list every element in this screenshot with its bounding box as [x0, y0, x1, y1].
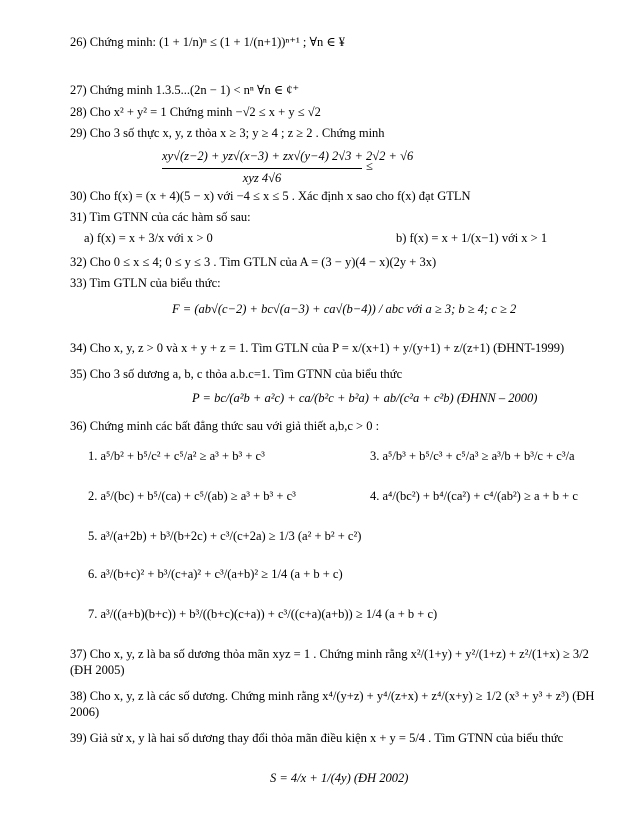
- formula-39: S = 4/x + 1/(4y) (ĐH 2002): [270, 771, 409, 785]
- problem-31: 31) Tìm GTNN của các hàm số sau:: [70, 210, 251, 224]
- problem-34: 34) Cho x, y, z > 0 và x + y + z = 1. Tìm GTLN của P = x/(x+1) + y/(y+1) + z/(z+1) (ĐHNT-1999): [70, 341, 565, 355]
- leq-sign: ≤: [366, 159, 373, 173]
- inequality-1: 1. a⁵/b² + b⁵/c² + c⁵/a² ≥ a³ + b³ + c³: [88, 449, 265, 463]
- problem-30: 30) Cho f(x) = (x + 4)(5 − x) với −4 ≤ x ≤ 5 . Xác định x sao cho f(x) đạt GTLN: [70, 189, 471, 203]
- formula-29-denominator: xyz 4√6: [162, 168, 362, 186]
- problem-31a: a) f(x) = x + 3/x với x > 0: [84, 231, 213, 245]
- problem-35: 35) Cho 3 số dương a, b, c thỏa a.b.c=1. Tìm GTNN của biểu thức: [70, 367, 403, 381]
- inequality-2: 2. a⁵/(bc) + b⁵/(ca) + c⁵/(ab) ≥ a³ + b³ + c³: [88, 489, 296, 503]
- problem-33: 33) Tìm GTLN của biểu thức:: [70, 276, 221, 290]
- problem-37: 37) Cho x, y, z là ba số dương thỏa mãn xyz = 1 . Chứng minh rằng x²/(1+y) + y²/(1+z) + z²/(1+x) ≥ 3/2 (ĐH 2005): [70, 647, 589, 677]
- formula-29-numerator: xy√(z−2) + yz√(x−3) + zx√(y−4) 2√3 + 2√2 + √6: [162, 149, 414, 163]
- formula-33: F = (ab√(c−2) + bc√(a−3) + ca√(b−4)) / abc với a ≥ 3; b ≥ 4; c ≥ 2: [172, 302, 517, 316]
- problem-27: 27) Chứng minh 1.3.5...(2n − 1) < nⁿ ∀n ∈ ¢⁺: [70, 83, 300, 97]
- inequality-6: 6. a³/(b+c)² + b³/(c+a)² + c³/(a+b)² ≥ 1/4 (a + b + c): [88, 567, 343, 581]
- formula-35: P = bc/(a²b + a²c) + ca/(b²c + b²a) + ab/(c²a + c²b) (ĐHNN – 2000): [192, 391, 538, 405]
- problem-38: 38) Cho x, y, z là các số dương. Chứng minh rằng x⁴/(y+z) + y⁴/(z+x) + z⁴/(x+y) ≥ 1/2 (x³ + y³ + z³) (ĐH 2006): [70, 689, 595, 719]
- problem-36: 36) Chứng minh các bất đẳng thức sau với giả thiết a,b,c > 0 :: [70, 419, 380, 433]
- problem-29: 29) Cho 3 số thực x, y, z thỏa x ≥ 3; y ≥ 4 ; z ≥ 2 . Chứng minh: [70, 126, 385, 140]
- problem-26: 26) Chứng minh: (1 + 1/n)ⁿ ≤ (1 + 1/(n+1))ⁿ⁺¹ ; ∀n ∈ ¥: [70, 35, 345, 49]
- problem-32: 32) Cho 0 ≤ x ≤ 4; 0 ≤ y ≤ 3 . Tìm GTLN của A = (3 − y)(4 − x)(2y + 3x): [70, 255, 437, 269]
- inequality-4: 4. a⁴/(bc²) + b⁴/(ca²) + c⁴/(ab²) ≥ a + b + c: [370, 489, 578, 503]
- problem-39: 39) Giả sử x, y là hai số dương thay đổi thỏa mãn điều kiện x + y = 5/4 . Tìm GTNN của biểu thức: [70, 731, 564, 745]
- inequality-7: 7. a³/((a+b)(b+c)) + b³/((b+c)(c+a)) + c³/((c+a)(a+b)) ≥ 1/4 (a + b + c): [88, 607, 438, 621]
- problem-28: 28) Cho x² + y² = 1 Chứng minh −√2 ≤ x + y ≤ √2: [70, 105, 321, 119]
- problem-31b: b) f(x) = x + 1/(x−1) với x > 1: [396, 231, 548, 245]
- inequality-5: 5. a³/(a+2b) + b³/(b+2c) + c³/(c+2a) ≥ 1/3 (a² + b² + c²): [88, 529, 362, 543]
- inequality-3: 3. a⁵/b³ + b⁵/c³ + c⁵/a³ ≥ a³/b + b³/c + c³/a: [370, 449, 575, 463]
